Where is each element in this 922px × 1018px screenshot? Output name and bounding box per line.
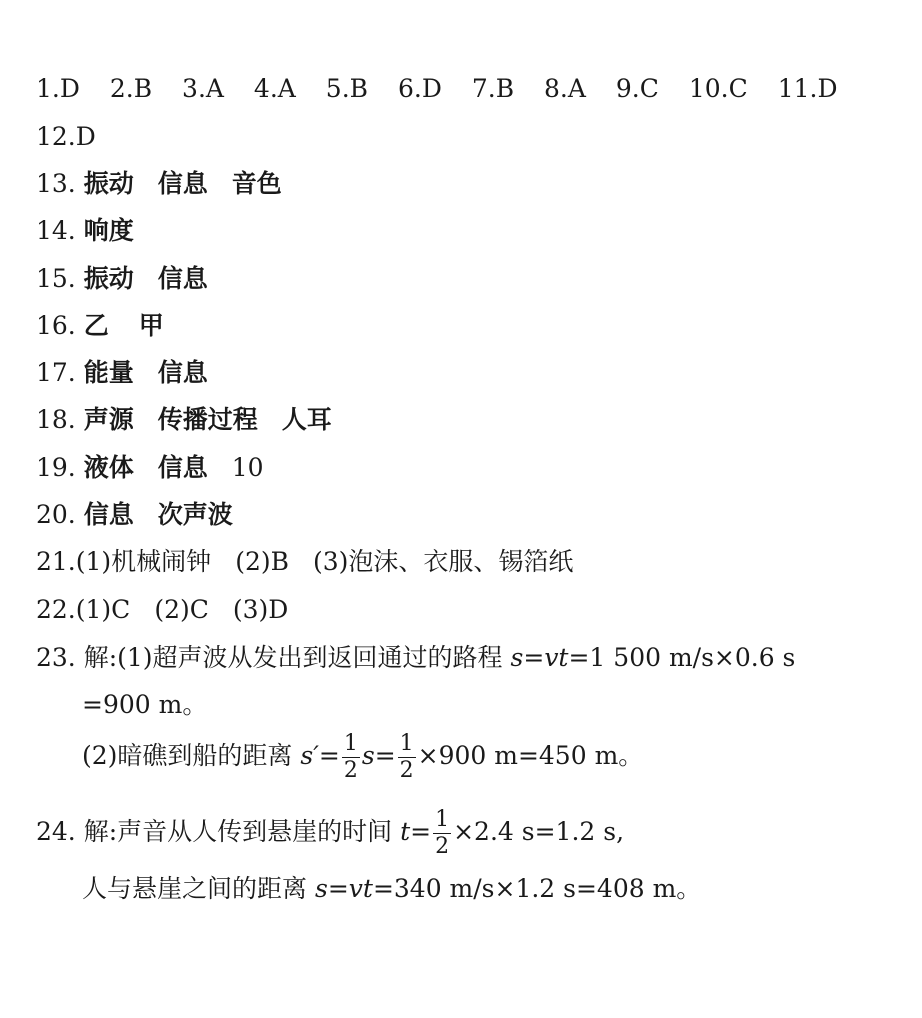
question-number: 19. <box>36 453 76 482</box>
formula-text: =340 m/s×1.2 s=408 m。 <box>372 874 702 903</box>
answer-14 <box>36 216 134 246</box>
answer-15 <box>36 264 208 294</box>
solution-text: 解:(1)超声波从发出到返回通过的路程 <box>83 643 503 672</box>
mc-answer: 9.C <box>615 74 659 103</box>
mc-answers-row-1 <box>36 74 838 104</box>
mc-answer: 10.C <box>688 74 748 103</box>
answer-part: 甲 <box>138 311 164 340</box>
solution-text: 解:声音从人传到悬崖的时间 <box>83 817 393 846</box>
solution-text: (2)暗礁到船的距离 <box>82 741 293 770</box>
question-number: 18. <box>36 405 76 434</box>
formula-text: =1 500 m/s×0.6 s <box>568 643 796 672</box>
mc-answer: 2.B <box>109 74 153 103</box>
answer-part: 响度 <box>83 216 134 245</box>
question-number: 24. <box>36 817 76 846</box>
fraction-half <box>342 733 360 782</box>
answer-part: 振动 <box>83 169 134 198</box>
answer-23-line-1 <box>36 643 795 673</box>
fraction-half <box>433 809 451 858</box>
answer-part: 信息 <box>83 500 134 529</box>
solution-text: =900 m。 <box>82 690 208 719</box>
question-number: 13. <box>36 169 76 198</box>
formula-variable: s <box>510 643 524 672</box>
formula-variable: vt <box>544 643 569 672</box>
answer-23-line-2 <box>82 690 207 720</box>
formula-variable: s <box>314 874 328 903</box>
answer-part: (3)D <box>232 595 289 624</box>
mc-answer: 11.D <box>777 74 838 103</box>
mc-answer: 7.B <box>471 74 515 103</box>
mc-answers-row-2 <box>36 122 96 152</box>
question-number: 17. <box>36 358 76 387</box>
answer-part: (1)C <box>75 595 131 624</box>
answer-24-line-1 <box>36 806 624 858</box>
question-number: 22. <box>36 595 76 624</box>
answer-part: 传播过程 <box>157 405 258 434</box>
formula-operator: = <box>318 741 340 770</box>
answer-part: 能量 <box>83 358 134 387</box>
answer-part: 声源 <box>83 405 134 434</box>
answer-part: (2)B <box>235 547 289 576</box>
question-number: 15. <box>36 264 76 293</box>
question-number: 14. <box>36 216 76 245</box>
formula-operator: = <box>523 643 545 672</box>
answer-part: 音色 <box>231 169 282 198</box>
fraction-numerator: 1 <box>343 731 358 756</box>
solution-text: 人与悬崖之间的距离 <box>82 874 308 903</box>
answer-part: 信息 <box>157 453 208 482</box>
answer-part: 信息 <box>157 358 208 387</box>
fraction-denominator: 2 <box>343 758 358 783</box>
question-number: 23. <box>36 643 76 672</box>
formula-operator: = <box>327 874 349 903</box>
answer-20 <box>36 500 233 530</box>
formula-text: ×2.4 s=1.2 s, <box>453 817 625 846</box>
fraction-denominator: 2 <box>435 834 450 859</box>
mc-answer: 12.D <box>36 122 96 151</box>
answer-part: (2)C <box>154 595 209 624</box>
answer-21 <box>36 547 573 577</box>
formula-operator: = <box>410 817 432 846</box>
fraction-denominator: 2 <box>399 758 414 783</box>
answer-part: (1)机械闹钟 <box>75 547 212 576</box>
formula-variable: s <box>361 741 375 770</box>
answer-part: 10 <box>231 453 264 482</box>
mc-answer: 5.B <box>325 74 369 103</box>
answer-23-line-3 <box>82 730 643 782</box>
mc-answer: 4.A <box>253 74 296 103</box>
answer-13 <box>36 169 282 199</box>
answer-part: 液体 <box>83 453 134 482</box>
answer-17 <box>36 358 208 388</box>
fraction-half <box>398 733 416 782</box>
formula-variable: t <box>400 817 411 846</box>
answer-part: 人耳 <box>281 405 332 434</box>
formula-text: ×900 m=450 m。 <box>417 741 644 770</box>
question-number: 21. <box>36 547 76 576</box>
answer-part: 次声波 <box>157 500 233 529</box>
formula-variable: vt <box>348 874 373 903</box>
answer-part: (3)泡沫、衣服、锡箔纸 <box>312 547 574 576</box>
answer-part: 信息 <box>157 169 208 198</box>
answer-16 <box>36 311 164 341</box>
question-number: 20. <box>36 500 76 529</box>
fraction-numerator: 1 <box>435 807 450 832</box>
mc-answer: 3.A <box>182 74 224 103</box>
answer-18 <box>36 405 332 435</box>
answer-part: 信息 <box>157 264 208 293</box>
mc-answer: 1.D <box>36 74 80 103</box>
fraction-numerator: 1 <box>399 731 414 756</box>
answer-22 <box>36 595 288 625</box>
question-number: 16. <box>36 311 76 340</box>
formula-operator: = <box>374 741 396 770</box>
answer-19 <box>36 453 264 483</box>
answer-part: 乙 <box>83 311 109 340</box>
answer-part: 振动 <box>83 264 134 293</box>
answer-24-line-2 <box>82 874 701 904</box>
mc-answer: 8.A <box>544 74 586 103</box>
mc-answer: 6.D <box>397 74 442 103</box>
formula-variable: s′ <box>300 741 319 770</box>
